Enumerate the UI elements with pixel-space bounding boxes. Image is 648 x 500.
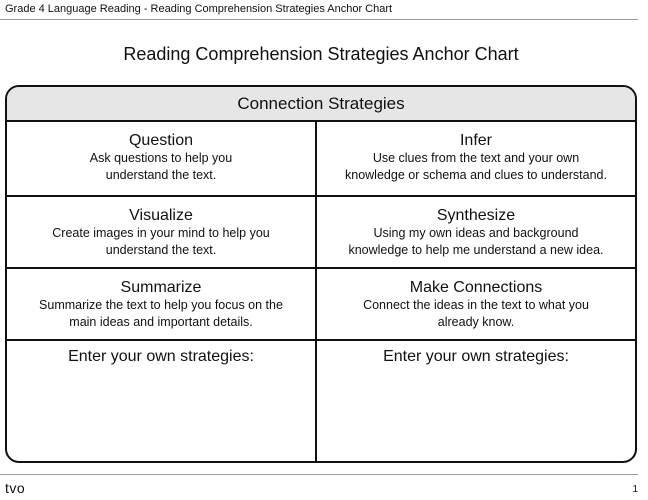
anchor-chart bbox=[5, 85, 637, 463]
strategy-title: Visualize bbox=[129, 207, 193, 224]
strategy-description-line: Using my own ideas and background bbox=[373, 226, 579, 240]
strategy-description-line: knowledge to help me understand a new idea. bbox=[348, 243, 604, 257]
strategy-description-line: understand the text. bbox=[105, 243, 217, 257]
strategies-grid bbox=[7, 122, 635, 463]
strategy-description-line: Summarize the text to help you focus on the bbox=[39, 298, 283, 312]
strategy-cell-infer bbox=[317, 122, 635, 195]
strategy-title: Synthesize bbox=[436, 207, 516, 224]
own-strategies-prompt: Enter your own strategies: bbox=[68, 348, 254, 365]
strategy-description-line: main ideas and important details. bbox=[69, 315, 253, 329]
own-strategies-left-field[interactable] bbox=[7, 341, 315, 463]
strategy-title: Infer bbox=[459, 132, 492, 149]
strategy-description-line: already know. bbox=[437, 315, 515, 329]
footer-divider bbox=[0, 474, 638, 475]
chart-heading: Connection Strategies bbox=[7, 87, 635, 122]
strategy-cell-question bbox=[7, 122, 315, 195]
strategy-description-line: Ask questions to help you bbox=[89, 151, 233, 165]
strategy-cell-summarize bbox=[7, 269, 315, 339]
strategy-title: Question bbox=[128, 132, 194, 149]
strategy-cell-visualize bbox=[7, 197, 315, 267]
document-header: Grade 4 Language Reading - Reading Comprehension Strategies Anchor Chart bbox=[5, 3, 393, 15]
own-strategies-right-field[interactable] bbox=[317, 341, 635, 463]
strategy-description-line: knowledge or schema and clues to understand. bbox=[345, 168, 607, 182]
strategy-cell-make-connections bbox=[317, 269, 635, 339]
own-strategies-prompt: Enter your own strategies: bbox=[383, 348, 569, 365]
page-number: 1 bbox=[632, 484, 638, 495]
strategy-description-line: Create images in your mind to help you bbox=[52, 226, 270, 240]
strategy-title: Make Connections bbox=[409, 279, 543, 296]
strategy-title: Summarize bbox=[120, 279, 202, 296]
strategy-cell-synthesize bbox=[317, 197, 635, 267]
strategy-description-line: Connect the ideas in the text to what you bbox=[363, 298, 589, 312]
strategy-description-line: Use clues from the text and your own bbox=[372, 151, 580, 165]
strategy-description-line: understand the text. bbox=[105, 168, 217, 182]
header-divider bbox=[0, 19, 638, 20]
tvo-logo: tvo bbox=[5, 480, 26, 496]
page-title: Reading Comprehension Strategies Anchor Chart bbox=[123, 44, 519, 64]
